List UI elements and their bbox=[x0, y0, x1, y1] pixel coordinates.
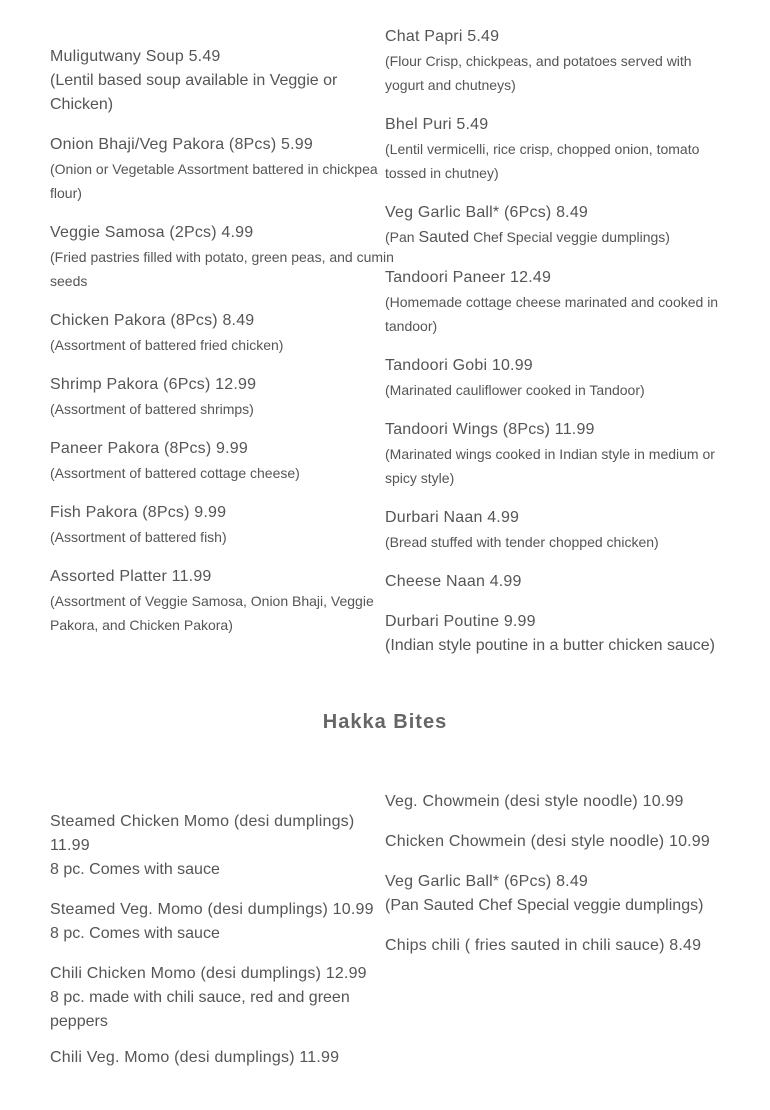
item-name: Veggie Samosa (2Pcs) 4.99 bbox=[50, 224, 254, 241]
menu-item-chili-veg-momo bbox=[50, 1046, 395, 1070]
item-description: (Assortment of Veggie Samosa, Onion Bhaji, Veggie Pakora, and Chicken Pakora) bbox=[50, 593, 374, 633]
menu-item-chicken-chowmein bbox=[385, 830, 745, 854]
item-description: (Homemade cottage cheese marinated and cooked in tandoor) bbox=[385, 294, 719, 334]
item-description: (Assortment of battered cottage cheese) bbox=[50, 465, 300, 481]
item-name: Bhel Puri 5.49 bbox=[385, 116, 489, 133]
item-name: Onion Bhaji/Veg Pakora (8Pcs) 5.99 bbox=[50, 136, 313, 153]
item-name: Paneer Pakora (8Pcs) 9.99 bbox=[50, 440, 248, 457]
item-name: Muligutwany Soup 5.49 bbox=[50, 48, 221, 65]
menu-item-chat-papri bbox=[385, 25, 730, 97]
menu-item-paneer-pakora bbox=[50, 437, 395, 485]
menu-item-veggie-samosa bbox=[50, 221, 395, 293]
menu-item-hakka-veg-garlic-ball bbox=[385, 870, 745, 918]
item-name: Durbari Poutine 9.99 bbox=[385, 613, 536, 630]
item-description: (Fried pastries filled with potato, green peas, and cumin seeds bbox=[50, 249, 394, 289]
item-description: (Flour Crisp, chickpeas, and potatoes served with yogurt and chutneys) bbox=[385, 53, 692, 93]
menu-item-fish-pakora bbox=[50, 501, 395, 549]
item-name: Assorted Platter 11.99 bbox=[50, 568, 212, 585]
menu-item-chili-chicken-momo bbox=[50, 962, 395, 1034]
item-description: (Onion or Vegetable Assortment battered in chickpea flour) bbox=[50, 161, 378, 201]
item-name: Chili Veg. Momo (desi dumplings) 11.99 bbox=[50, 1049, 340, 1066]
item-name: Tandoori Paneer 12.49 bbox=[385, 269, 552, 286]
item-description-emphasis: Sauted bbox=[418, 229, 470, 246]
item-description: 8 pc. made with chili sauce, red and green peppers bbox=[50, 989, 350, 1030]
item-description: (Pan Sauted Chef Special veggie dumplings) bbox=[385, 897, 704, 914]
item-name: Chicken Pakora (8Pcs) 8.49 bbox=[50, 312, 255, 329]
item-name: Chili Chicken Momo (desi dumplings) 12.99 bbox=[50, 965, 367, 982]
item-description: (Lentil vermicelli, rice crisp, chopped onion, tomato tossed in chutney) bbox=[385, 141, 700, 181]
item-description: 8 pc. Comes with sauce bbox=[50, 861, 220, 878]
item-description: (Marinated cauliflower cooked in Tandoor) bbox=[385, 382, 645, 398]
item-description: 8 pc. Comes with sauce bbox=[50, 925, 220, 942]
menu-item-durbari-naan bbox=[385, 506, 730, 554]
menu-item-bhel-puri bbox=[385, 113, 730, 185]
section-title-hakka-bites: Hakka Bites bbox=[322, 711, 448, 733]
item-description bbox=[385, 225, 730, 250]
menu-item-shrimp-pakora bbox=[50, 373, 395, 421]
appetizers-left-column bbox=[50, 45, 395, 637]
menu-item-chicken-pakora bbox=[50, 309, 395, 357]
item-name: Veg Garlic Ball* (6Pcs) 8.49 bbox=[385, 204, 589, 221]
item-description: (Lentil based soup available in Veggie or Chicken) bbox=[50, 72, 338, 113]
appetizers-right-column bbox=[385, 25, 730, 658]
item-name: Chicken Chowmein (desi style noodle) 10.99 bbox=[385, 833, 711, 850]
item-name: Steamed Chicken Momo (desi dumplings) 11.99 bbox=[50, 813, 355, 854]
item-name: Cheese Naan 4.99 bbox=[385, 573, 522, 590]
item-description: (Indian style poutine in a butter chicken sauce) bbox=[385, 637, 715, 654]
item-name: Fish Pakora (8Pcs) 9.99 bbox=[50, 504, 227, 521]
item-name: Tandoori Wings (8Pcs) 11.99 bbox=[385, 421, 595, 438]
menu-item-steamed-chicken-momo bbox=[50, 810, 395, 882]
item-description-suffix: Chef Special veggie dumplings) bbox=[469, 229, 670, 245]
item-description: (Assortment of battered fried chicken) bbox=[50, 337, 284, 353]
item-description: (Assortment of battered shrimps) bbox=[50, 401, 254, 417]
menu-item-cheese-naan bbox=[385, 570, 730, 594]
item-name: Chat Papri 5.49 bbox=[385, 28, 500, 45]
hakka-left-column bbox=[50, 810, 395, 1070]
hakka-right-column bbox=[385, 790, 745, 958]
item-name: Veg. Chowmein (desi style noodle) 10.99 bbox=[385, 793, 684, 810]
menu-item-tandoori-paneer bbox=[385, 266, 730, 338]
menu-item-assorted-platter bbox=[50, 565, 395, 637]
menu-item-tandoori-wings bbox=[385, 418, 730, 490]
item-name: Chips chili ( fries sauted in chili sauce) 8.49 bbox=[385, 937, 702, 954]
menu-item-veg-chowmein bbox=[385, 790, 745, 814]
menu-item-chips-chili bbox=[385, 934, 745, 958]
menu-item-muligutwany-soup bbox=[50, 45, 395, 117]
item-description: (Assortment of battered fish) bbox=[50, 529, 227, 545]
item-name: Tandoori Gobi 10.99 bbox=[385, 357, 533, 374]
item-name: Steamed Veg. Momo (desi dumplings) 10.99 bbox=[50, 901, 374, 918]
item-description: (Marinated wings cooked in Indian style in medium or spicy style) bbox=[385, 446, 715, 486]
menu-item-tandoori-gobi bbox=[385, 354, 730, 402]
item-description-prefix: (Pan bbox=[385, 229, 419, 245]
item-name: Shrimp Pakora (6Pcs) 12.99 bbox=[50, 376, 257, 393]
menu-item-veg-garlic-ball bbox=[385, 201, 730, 250]
menu-item-steamed-veg-momo bbox=[50, 898, 395, 946]
item-description: (Bread stuffed with tender chopped chicken) bbox=[385, 534, 659, 550]
menu-item-durbari-poutine bbox=[385, 610, 730, 658]
item-name: Veg Garlic Ball* (6Pcs) 8.49 bbox=[385, 873, 589, 890]
menu-item-onion-bhaji bbox=[50, 133, 395, 205]
item-name: Durbari Naan 4.99 bbox=[385, 509, 520, 526]
